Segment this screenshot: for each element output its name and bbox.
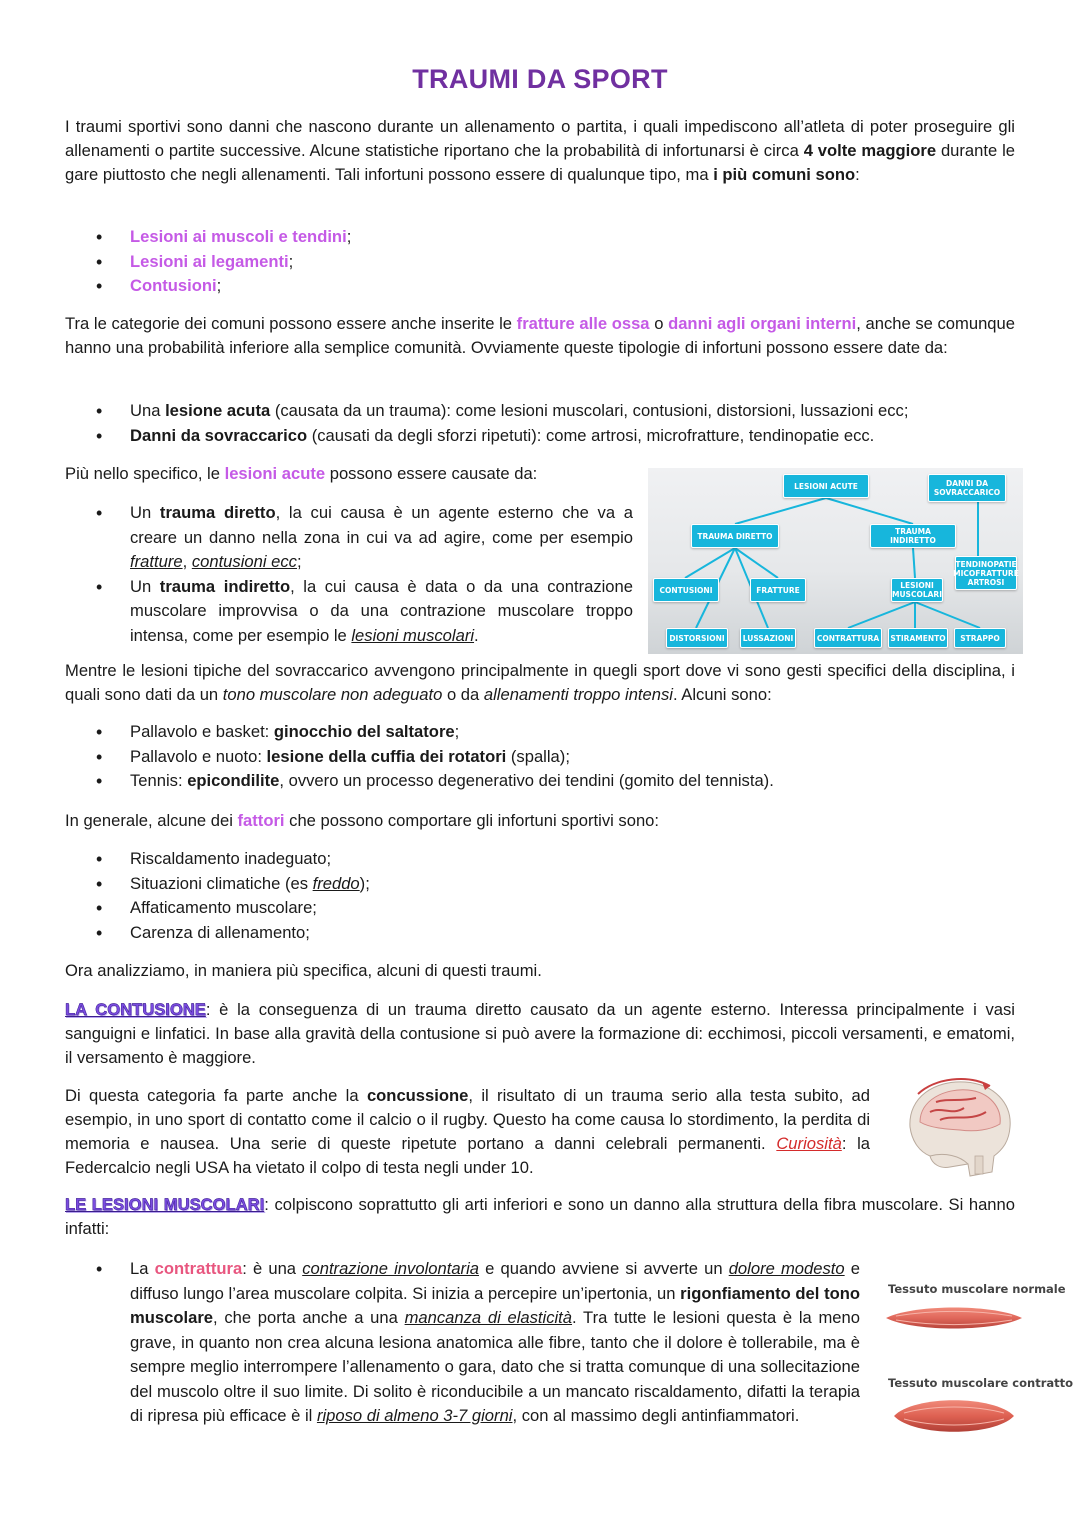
concussione-text-2: , il risultato di un trauma serio alla testa subito, ad esempio, in uno sport di contatto come il calcio o il rugby. Questo ha come causa lo stordimento, la perdita di memoria e nausea. Una serie di queste ripetute portano a danni celebrali permanenti.: [65, 1086, 870, 1153]
list-text: . Tra tutte le lesioni questa è la meno grave, in quanto non crea alcuna lesiona anatomica alle fibre, tanto che il dolore è tollerabile, ma è sempre meglio interrompere l’allenamento o gara, dato che si tratta comunque di una sollecitazione del muscolo oltre il suo limite. Di solito è riconducibile a un mancato riscaldamento, difatti la terapia di ripresa più efficace è il: [130, 1308, 860, 1425]
muscle-contracted-caption: Tessuto muscolare contratto: [888, 1376, 1074, 1390]
muscle-normal-caption: Tessuto muscolare normale: [888, 1282, 1066, 1296]
connector-line: [826, 498, 913, 524]
list-bold: trauma indiretto: [159, 576, 291, 596]
contusione-paragraph: [65, 998, 1015, 1070]
list-italic: mancanza di elasticità: [404, 1308, 573, 1327]
list-item: [96, 745, 774, 770]
list-text: Un: [130, 503, 160, 522]
overload-italic-2: allenamenti troppo intensi: [483, 685, 673, 704]
list-item: [96, 896, 370, 921]
list-text: e quando avviene si avverte un: [479, 1259, 729, 1278]
list-text: La: [130, 1259, 155, 1278]
factors-text-1: In generale, alcune dei: [65, 811, 238, 830]
section-heading-lesioni-muscolari: LE LESIONI MUSCOLARI: [65, 1195, 265, 1214]
list-text: Riscaldamento inadeguato;: [130, 849, 332, 868]
diagram-node-contusioni: CONTUSIONI: [653, 578, 719, 602]
concussione-bold: concussione: [366, 1086, 469, 1105]
muscle-contracted-image: [884, 1393, 1024, 1439]
list-item: [96, 225, 351, 250]
categories-text-1: Tra le categorie dei comuni possono essere anche inserite le: [65, 314, 517, 333]
list-text: e diffuso lungo l’area muscolare colpita. Si inizia a percepire un’ipertonia, un: [130, 1259, 861, 1303]
list-text: Pallavolo e basket:: [130, 722, 274, 741]
factors-paragraph: [65, 809, 1015, 833]
list-text: Una: [130, 401, 166, 420]
list-item-label: Lesioni ai legamenti: [130, 251, 289, 271]
acute-causes-list: [96, 501, 633, 648]
diagram-node-distorsioni: DISTORSIONI: [666, 628, 728, 648]
acute-highlight: lesioni acute: [224, 464, 326, 483]
contrattura-list: [96, 1257, 860, 1429]
list-italic: lesioni muscolari: [351, 625, 475, 645]
list-item: [96, 250, 351, 275]
intro-text-3: :: [855, 165, 860, 184]
connector-line: [913, 548, 915, 578]
intro-text-2: durante le gare piuttosto che negli allenamenti. Tali infortuni possono essere di qualunque tipo, ma: [65, 141, 1016, 184]
muscolari-text: : colpiscono soprattutto gli arti inferiori e sono un danno alla struttura della fibra muscolare. Si hanno infatti:: [65, 1195, 1015, 1238]
categories-highlight-2: danni agli organi interni: [668, 314, 857, 333]
list-text: );: [359, 873, 370, 893]
list-item-punct: ;: [288, 251, 294, 271]
list-italic: contusioni ecc: [191, 552, 297, 571]
curiosita-label: Curiosità: [776, 1134, 842, 1153]
intro-bold-2: i più comuni sono: [713, 165, 856, 184]
diagram-node-stiramento: STIRAMENTO: [888, 628, 948, 648]
list-item-punct: ;: [346, 227, 352, 246]
concussione-paragraph: [65, 1084, 870, 1180]
list-italic: fratture: [130, 552, 183, 571]
muscle-normal-image: [884, 1300, 1024, 1336]
list-text: , ovvero un processo degenerativo dei tendini (gomito del tennista).: [279, 771, 774, 790]
overload-text-1: Mentre le lesioni tipiche del sovraccarico avvengono principalmente in quegli sport dove vi sono gesti specifici della disciplina, i quali sono dati da un: [65, 661, 1015, 704]
list-text: Carenza di allenamento;: [130, 922, 310, 942]
connector-line: [735, 498, 826, 524]
diagram-node-lesioni-acute: LESIONI ACUTE: [783, 474, 869, 498]
factors-highlight: fattori: [237, 811, 285, 830]
list-italic: freddo: [312, 873, 360, 893]
list-text: , la cui causa è data o da una contrazione muscolare improvvisa o da una contrazione muscolare troppo intensa, come per esempio le: [130, 576, 633, 645]
acute-text-1: Più nello specifico, le: [65, 464, 225, 483]
diagram-node-tendinopatie: TENDINOPATIE MICOFRATTURE ARTROSI: [955, 556, 1017, 590]
acute-paragraph: [65, 462, 645, 486]
section-heading-contusione: LA CONTUSIONE: [65, 1000, 206, 1019]
list-text: Tennis:: [130, 771, 188, 790]
types-list: [96, 399, 908, 448]
list-text: (causata da un trauma): come lesioni muscolari, contusioni, distorsioni, lussazioni ecc;: [270, 401, 909, 420]
list-bold: ginocchio del saltatore: [273, 722, 455, 741]
list-text: : è una: [242, 1259, 303, 1278]
diagram-node-trauma-diretto: TRAUMA DIRETTO: [691, 524, 779, 548]
intro-bold-1: 4 volte maggiore: [803, 141, 937, 160]
list-item: [96, 424, 908, 449]
list-text: Situazioni climatiche (es: [130, 873, 313, 893]
list-item-punct: ;: [216, 276, 222, 295]
overload-italic-1: tono muscolare non adeguato: [222, 685, 443, 704]
diagram-node-lesioni-muscolari: LESIONI MUSCOLARI: [891, 578, 943, 602]
diagram-node-danni-sovraccarico: DANNI DA SOVRACCARICO: [928, 474, 1006, 502]
list-item: [96, 501, 633, 575]
intro-paragraph: [65, 115, 1015, 187]
list-italic: riposo di almeno 3-7 giorni: [316, 1406, 513, 1425]
diagram-node-lussazioni: LUSSAZIONI: [740, 628, 796, 648]
list-bold: lesione della cuffia dei rotatori: [266, 746, 507, 766]
list-text: , la cui causa è un agente esterno che va a creare un danno nella zona in cui va ad agire, come per esempio: [130, 503, 633, 547]
list-bold: trauma diretto: [159, 503, 276, 522]
list-text: Affaticamento muscolare;: [130, 898, 317, 917]
page-title: TRAUMI DA SPORT: [412, 64, 668, 94]
connector-line: [848, 602, 915, 628]
list-item: [96, 274, 351, 299]
muscolari-paragraph: [65, 1193, 1015, 1241]
factors-text-2: che possono comportare gli infortuni sportivi sono:: [284, 811, 660, 830]
overload-text-2: o da: [442, 685, 484, 704]
list-item: [96, 1257, 860, 1429]
list-item: [96, 872, 370, 897]
list-text: Un: [130, 576, 160, 596]
diagram-node-fratture: FRATTURE: [750, 578, 806, 602]
contrattura-label: contrattura: [154, 1259, 243, 1278]
sports-list: [96, 720, 774, 794]
categories-paragraph: [65, 312, 1015, 360]
categories-text-3: , anche se comunque hanno una probabilità inferiore alla semplice comunità. Ovviamente queste tipologie di infortuni possono essere date da:: [65, 314, 1015, 357]
list-text: ,: [182, 552, 192, 571]
muscle-shape: [894, 1400, 1014, 1432]
list-italic: contrazione involontaria: [302, 1259, 479, 1278]
list-item: [96, 720, 774, 745]
concussione-text-1: Di questa categoria fa parte anche la: [65, 1086, 367, 1105]
list-bold: Danni da sovraccarico: [130, 425, 308, 445]
list-text: ;: [454, 722, 460, 741]
list-italic: dolore modesto: [728, 1259, 845, 1278]
diagram-node-trauma-indiretto: TRAUMA INDIRETTO: [870, 524, 956, 548]
list-item: [96, 769, 774, 794]
list-bold: lesione acuta: [165, 401, 271, 420]
list-bold: epicondilite: [187, 771, 280, 790]
acute-injuries-diagram: [648, 468, 1023, 654]
list-text: , che porta anche a una: [213, 1308, 405, 1327]
list-item-label: Lesioni ai muscoli e tendini: [130, 227, 347, 246]
list-text: (causati da degli sforzi ripetuti): come artrosi, microfratture, tendinopatie ecc.: [307, 425, 875, 445]
list-bold: rigonfiamento del tono muscolare: [130, 1283, 860, 1327]
categories-text-2: o: [649, 314, 669, 333]
analysis-intro: Ora analizziamo, in maniera più specifica, alcuni di questi traumi.: [65, 961, 542, 980]
acute-text-2: possono essere causate da:: [325, 464, 538, 483]
overload-paragraph: [65, 659, 1015, 707]
list-text: , con al massimo degli antinfiammatori.: [512, 1406, 800, 1425]
list-item: [96, 399, 908, 424]
muscle-shape: [886, 1308, 1022, 1329]
list-text: (spalla);: [506, 746, 570, 766]
list-item: [96, 921, 370, 946]
intro-text-1: I traumi sportivi sono danni che nascono durante un allenamento o partita, i quali impediscono all’atleta di poter proseguire gli allenamenti o partite successive. Alcune statistiche riportano che la probabilità di infortunarsi è circa: [65, 117, 1015, 160]
overload-text-3: . Alcuni sono:: [672, 685, 772, 704]
connector-line: [915, 602, 980, 628]
categories-highlight-1: fratture alle ossa: [516, 314, 650, 333]
list-item: [96, 575, 633, 649]
contusione-text: : è la conseguenza di un trauma diretto causato da un agente esterno. Interessa principalmente i vasi sanguigni e linfatici. In base alla gravità della contusione si può avere la formazione di: ecchimosi, piccoli versamenti, e ematomi, il versamento è maggiore.: [65, 1000, 1015, 1067]
diagram-node-contrattura: CONTRATTURA: [814, 628, 882, 648]
list-item: [96, 847, 370, 872]
factors-list: [96, 847, 370, 945]
skull-brain-illustration: [890, 1072, 1020, 1182]
list-text: ;: [296, 552, 302, 571]
diagram-node-strappo: STRAPPO: [954, 628, 1006, 648]
concussione-text-3: : la Federcalcio negli USA ha vietato il colpo di testa negli under 10.: [65, 1134, 870, 1177]
list-text: .: [474, 625, 479, 645]
list-item-label: Contusioni: [130, 276, 217, 295]
list-text: Pallavolo e nuoto:: [130, 746, 267, 766]
common-injuries-list: [96, 225, 351, 299]
